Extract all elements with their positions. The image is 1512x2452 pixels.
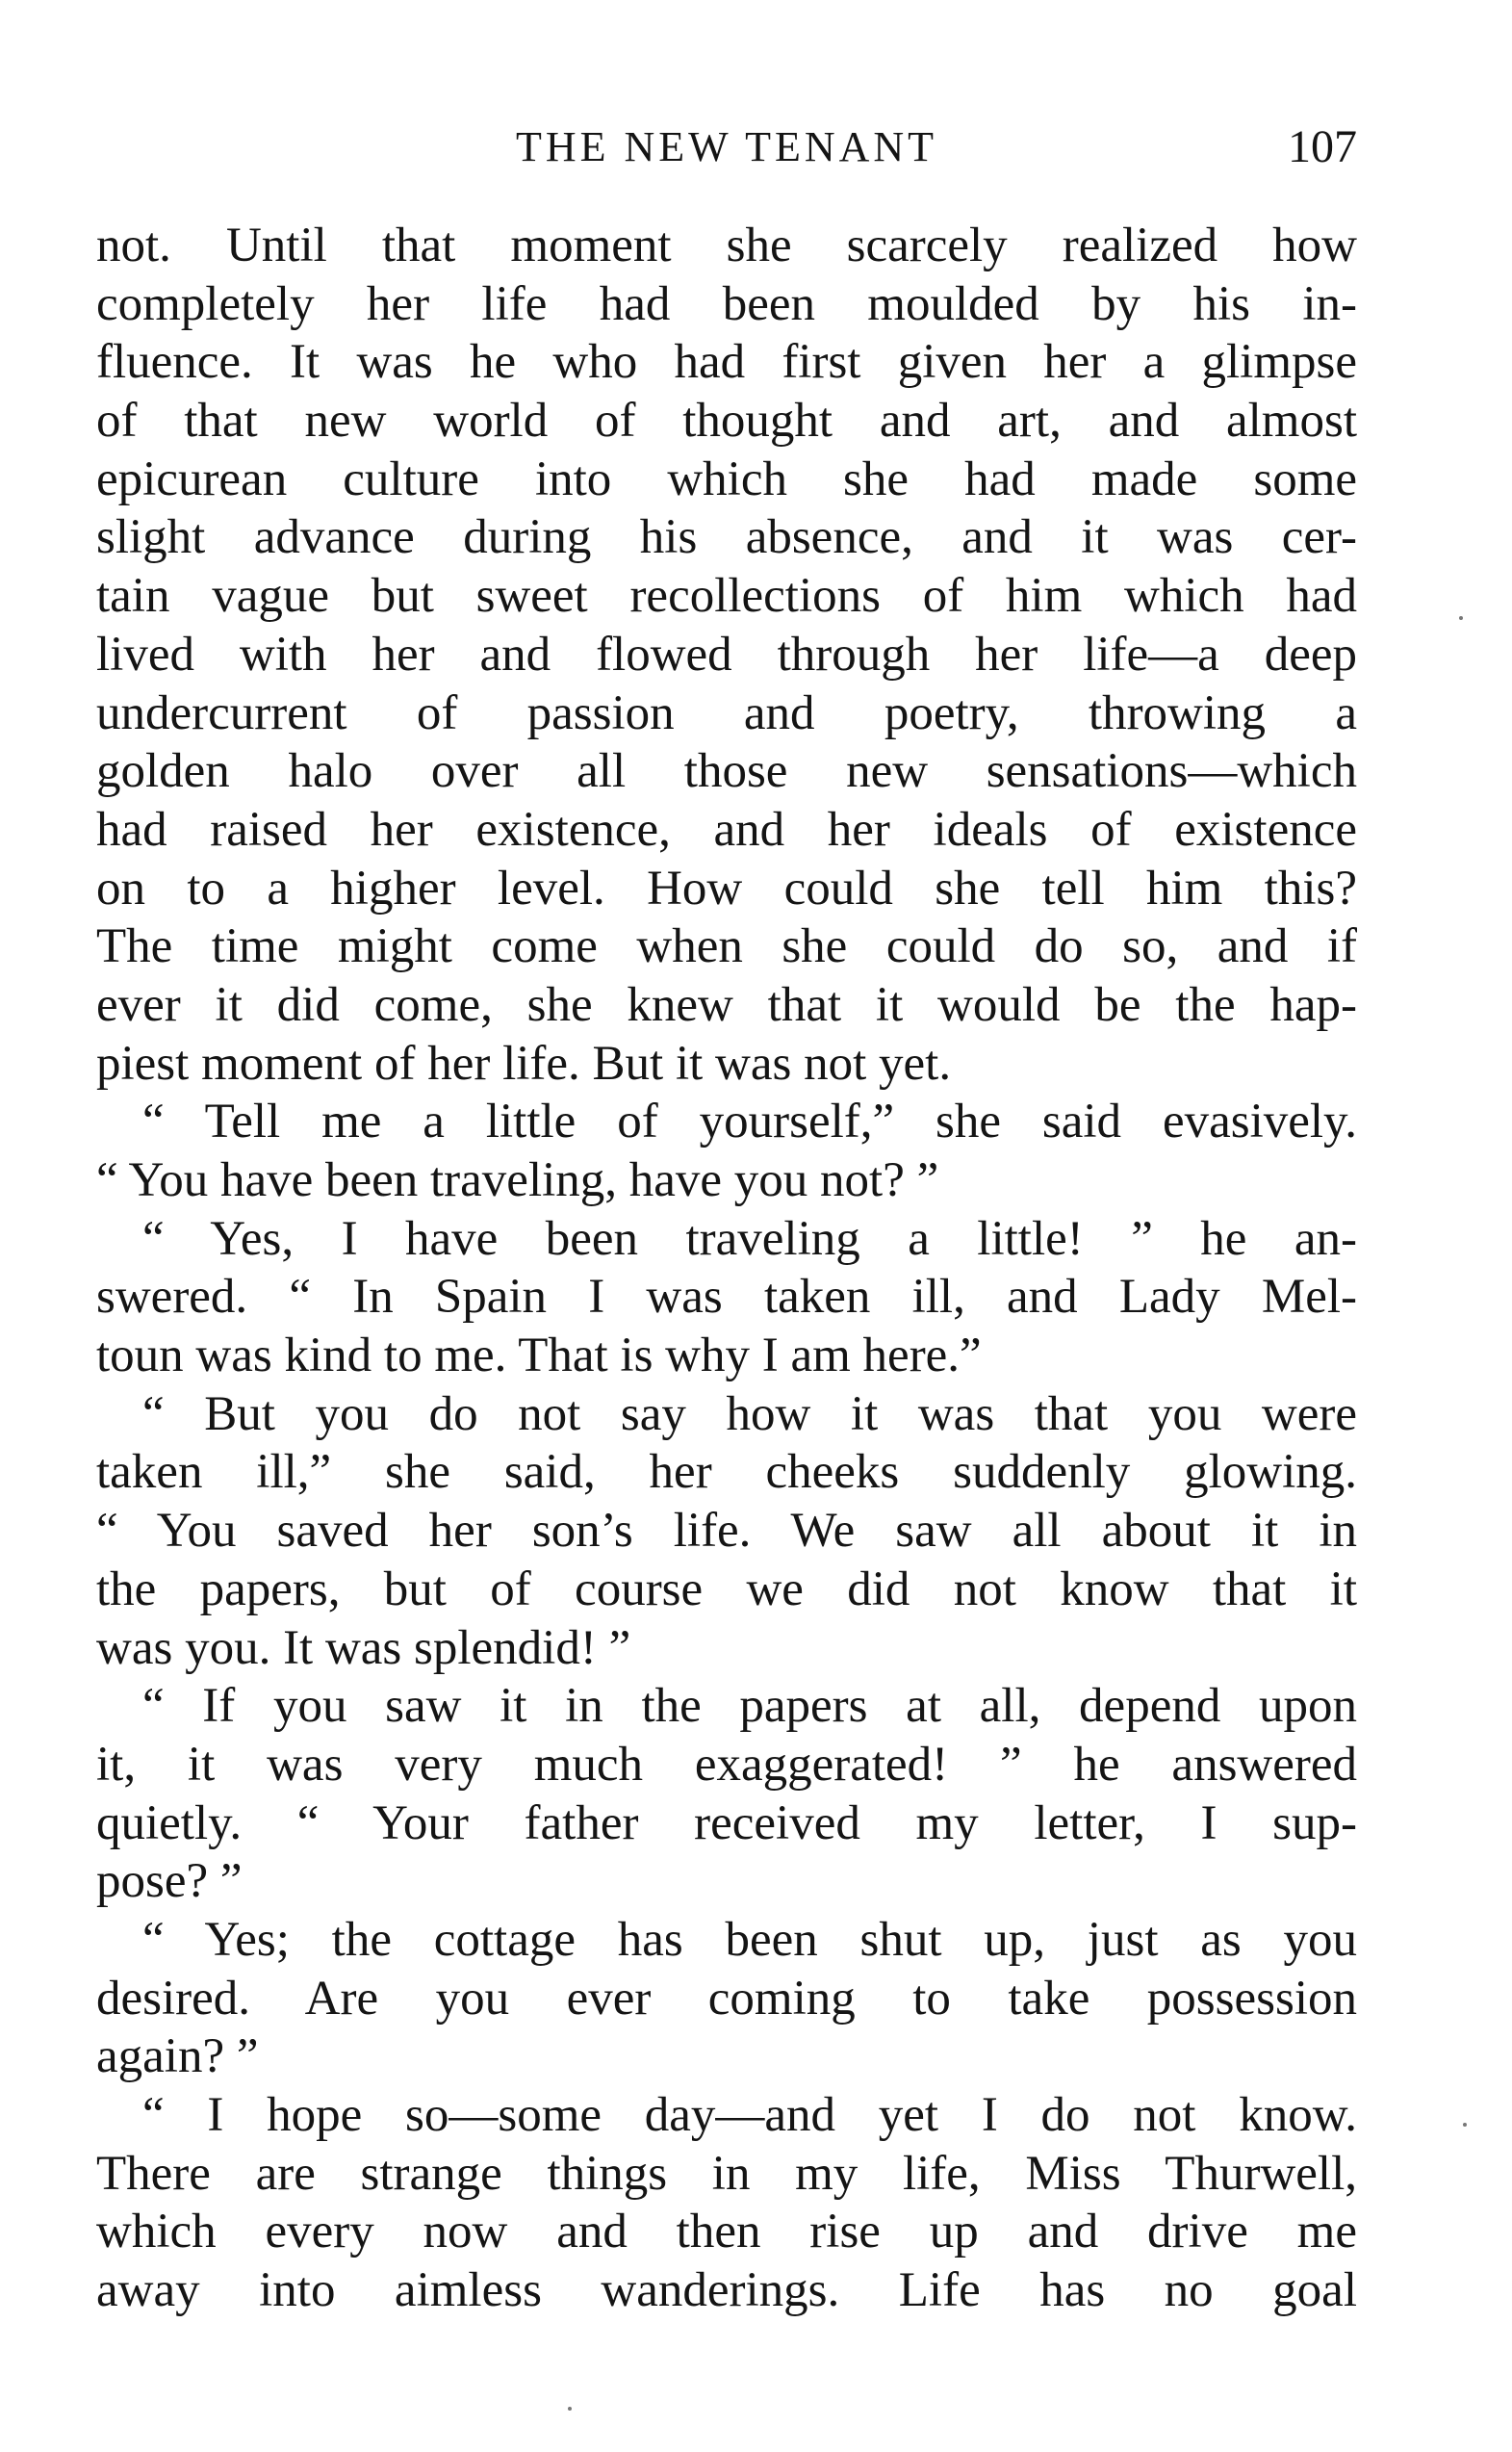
text-line: slight advance during his absence, and it was cer- — [96, 510, 1357, 565]
text-line: tain vague but sweet recollections of him which had — [96, 569, 1357, 624]
text-line: The time might come when she could do so, and if — [96, 919, 1357, 974]
text-line: epicurean culture into which she had made some — [96, 452, 1357, 506]
text-line: “ Tell me a little of yourself,” she said evasively. — [142, 1095, 1357, 1149]
text-line: quietly. “ Your father received my letter, I sup- — [96, 1795, 1357, 1850]
text-line: piest moment of her life. But it was not yet. — [96, 1036, 952, 1091]
text-line: There are strange things in my life, Miss Thurwell, — [96, 2146, 1357, 2201]
stray-mark — [1459, 616, 1463, 620]
text-line: the papers, but of course we did not know that it — [96, 1562, 1357, 1616]
text-line: “ But you do not say how it was that you were — [142, 1386, 1357, 1441]
text-line: “ Yes; the cottage has been shut up, just as you — [142, 1912, 1357, 1967]
text-line: pose? ” — [96, 1854, 243, 1909]
text-line: desired. Are you ever coming to take possession — [96, 1971, 1357, 2026]
text-line: of that new world of thought and art, and almost — [96, 394, 1357, 449]
text-line: not. Until that moment she scarcely realized how — [96, 219, 1357, 272]
text-line: lived with her and flowed through her life—a deep — [96, 627, 1357, 682]
text-line: which every now and then rise up and drive me — [96, 2205, 1357, 2259]
text-line: completely her life had been moulded by his in- — [96, 276, 1357, 331]
text-line: golden halo over all those new sensations—which — [96, 744, 1357, 799]
text-line: “ You saved her son’s life. We saw all about it in — [96, 1504, 1357, 1559]
text-line: again? ” — [96, 2029, 259, 2084]
text-line: “ Yes, I have been traveling a little! ” he an- — [142, 1211, 1357, 1266]
page-header — [96, 114, 1357, 181]
text-line: “ You have been traveling, have you not? ” — [96, 1153, 939, 1207]
text-line: away into aimless wanderings. Life has no goal — [96, 2263, 1357, 2318]
text-line: was you. It was splendid! ” — [96, 1620, 631, 1675]
text-line: “ If you saw it in the papers at all, depend upon — [142, 1679, 1357, 1734]
text-line: “ I hope so—some day—and yet I do not know. — [142, 2088, 1357, 2142]
page-number: 107 — [1288, 121, 1357, 172]
running-title: THE NEW TENANT — [515, 123, 938, 170]
text-line: it, it was very much exaggerated! ” he answered — [96, 1737, 1357, 1792]
text-line: taken ill,” she said, her cheeks suddenly glowing. — [96, 1445, 1357, 1500]
text-line: fluence. It was he who had first given her a glimpse — [96, 335, 1357, 390]
text-line: undercurrent of passion and poetry, throwing a — [96, 685, 1357, 740]
text-line: toun was kind to me. That is why I am here.” — [96, 1329, 982, 1383]
text-line: on to a higher level. How could she tell him this? — [96, 861, 1357, 916]
body-text — [96, 217, 1357, 2320]
text-line: swered. “ In Spain I was taken ill, and Lady Mel- — [96, 1270, 1357, 1325]
text-line: ever it did come, she knew that it would be the hap- — [96, 977, 1357, 1032]
stray-mark — [568, 2407, 572, 2411]
stray-mark — [1463, 2123, 1467, 2127]
text-line: had raised her existence, and her ideals of existence — [96, 802, 1357, 857]
